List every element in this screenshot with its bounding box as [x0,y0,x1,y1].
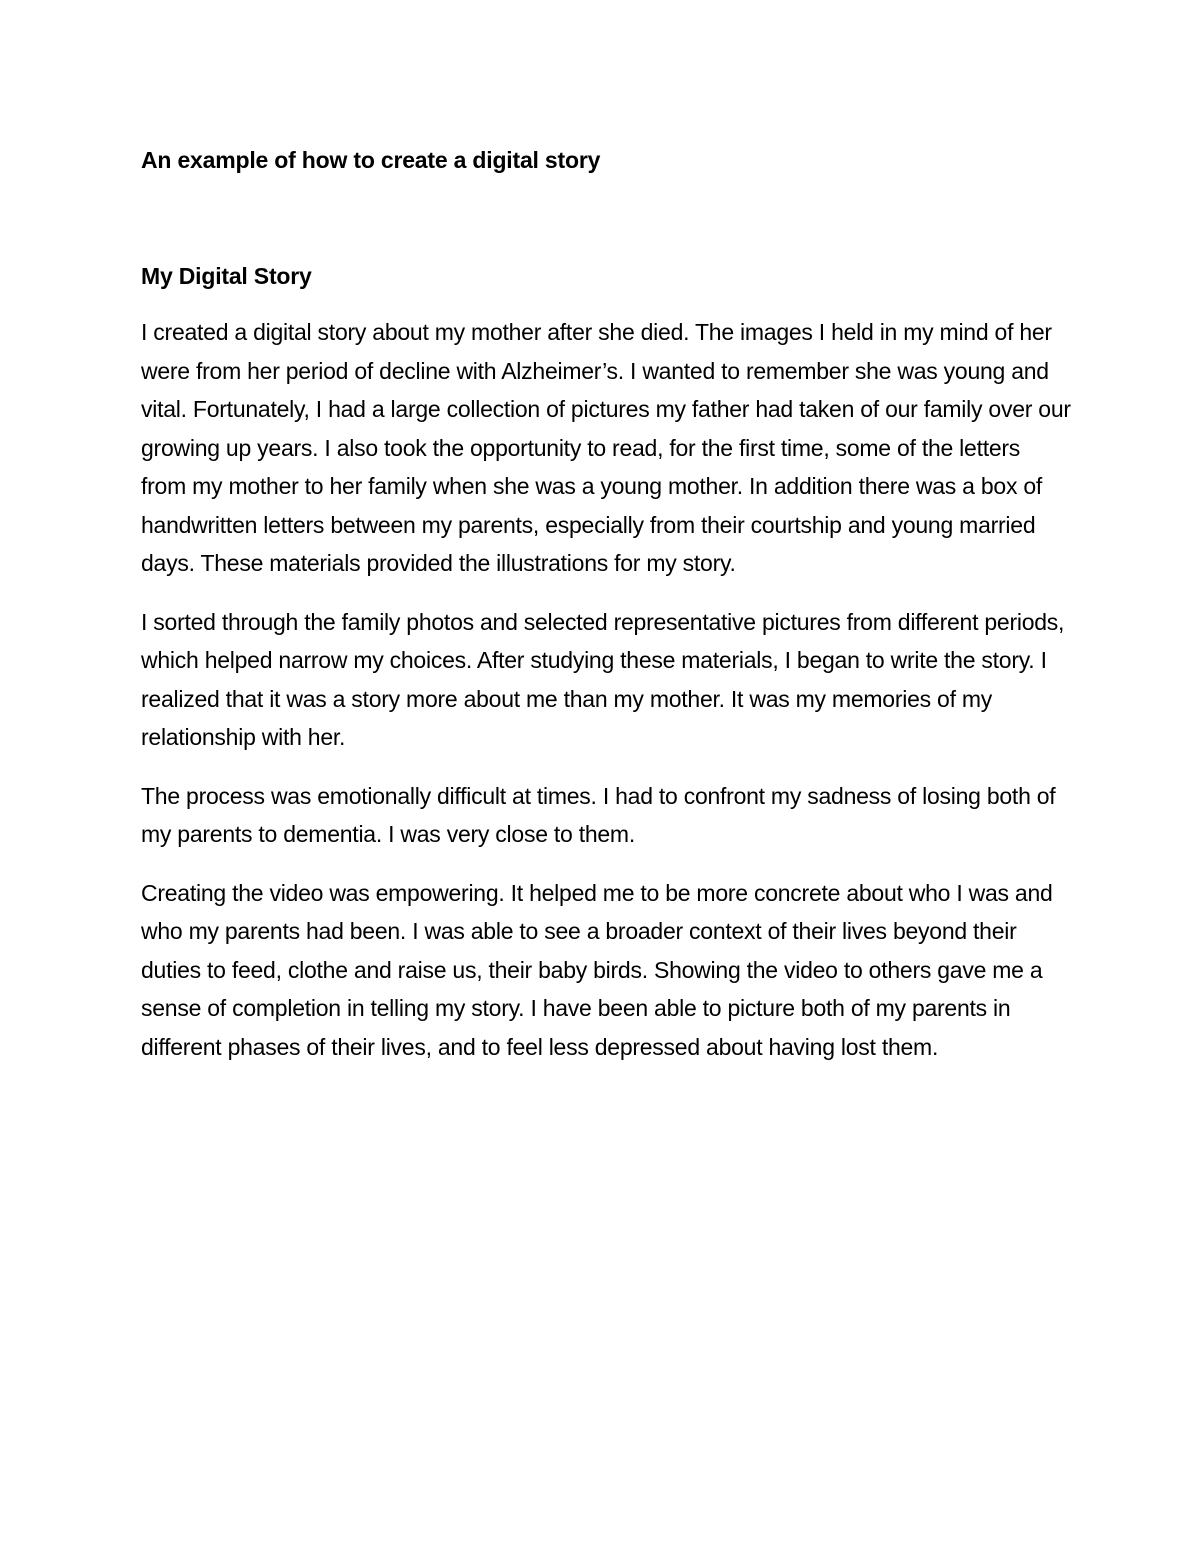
paragraph-2: I sorted through the family photos and selected representative pictures from different periods, which helped narrow my choices. After studying these materials, I began to write the story. I realized that it was a story more about me than my mother. It was my memories of my relationship with her. [141,608,1065,750]
paragraph-3: The process was emotionally difficult at times. I had to confront my sadness of losing both of my parents to dementia. I was very close to them. [141,782,1056,847]
paragraph-1: I created a digital story about my mother after she died. The images I held in my mind of her were from her period of decline with Alzheimer’s. I wanted to remember she was young and vital. Fortunately, I had a large collection of pictures my father had taken of our family over our growing up years. I also took the opportunity to read, for the first time, some of the letters from my mother to her family when she was a young mother. In addition there was a box of handwritten letters between my parents, especially from their courtship and young married days. These materials provided the illustrations for my story. [141,319,1071,576]
section-heading: My Digital Story [141,263,312,289]
document-body [141,143,1071,1066]
document-title: An example of how to create a digital story [141,147,601,173]
paragraph-4: Creating the video was empowering. It helped me to be more concrete about who I was and who my parents had been. I was able to see a broader context of their lives beyond their duties to feed, clothe and raise us, their baby birds. Showing the video to others gave me a sense of completion in telling my story. I have been able to picture both of my parents in different phases of their lives, and to feel less depressed about having lost them. [141,879,1053,1060]
